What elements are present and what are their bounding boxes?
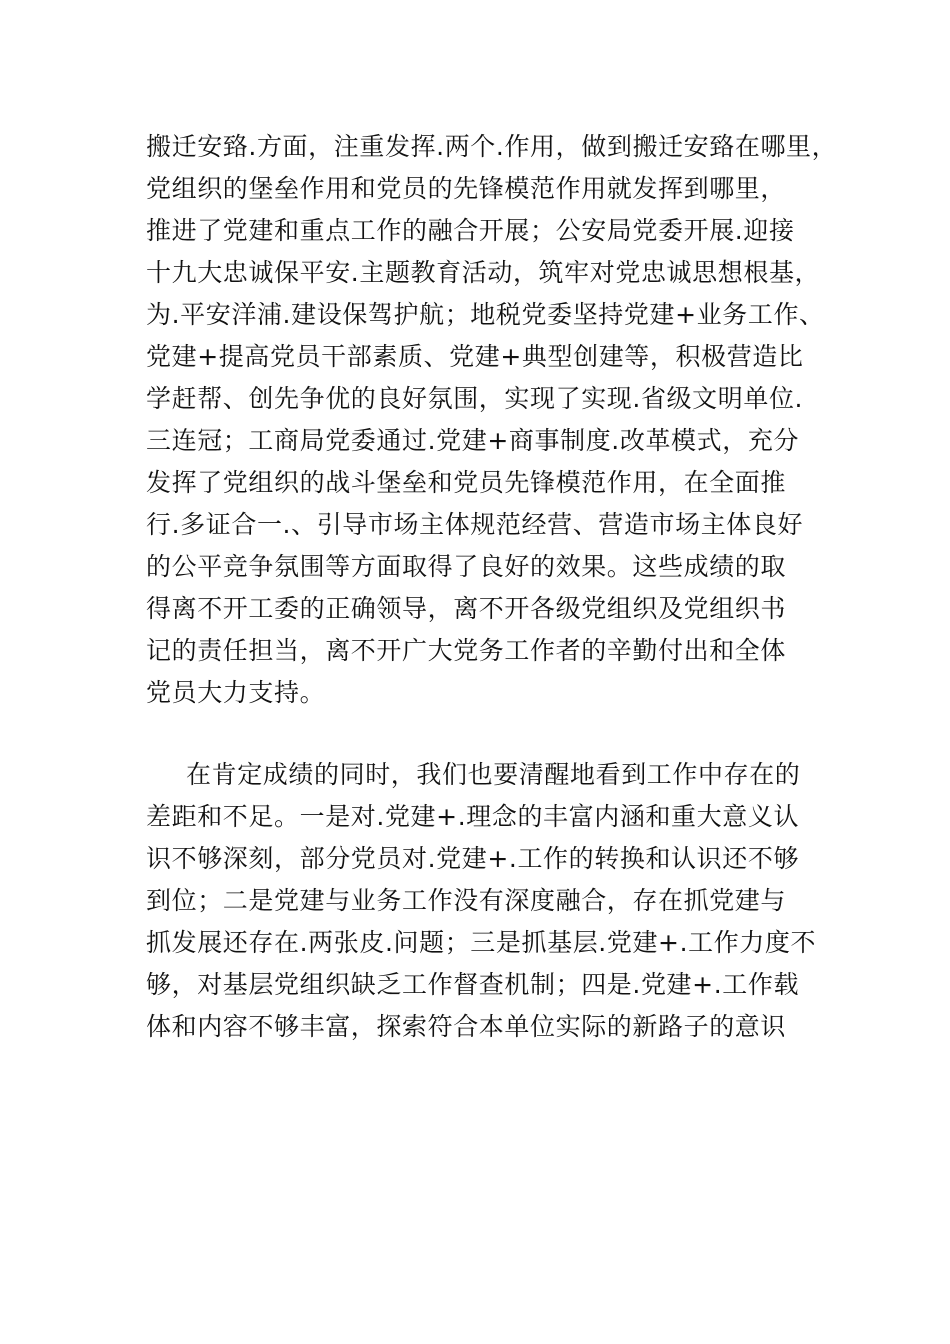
paragraph-1 [146,126,838,714]
paragraph-2 [146,754,816,1048]
text-line: 党建+提高党员干部素质、党建+典型创建等，积极营造比 [146,342,804,371]
text-line: 党员大力支持。 [146,678,326,707]
text-line: 发挥了党组织的战斗堡垒和党员先锋模范作用，在全面推 [146,468,787,497]
text-line: 学赶帮、创先争优的良好氛围，实现了实现.省级文明单位. [146,384,804,413]
text-line: 得离不开工委的正确领导，离不开各级党组织及党组织书 [146,594,787,623]
text-line: 识不够深刻，部分党员对.党建+.工作的转换和认识还不够 [146,844,800,873]
text-line: 差距和不足。一是对.党建+.理念的丰富内涵和重大意义认 [146,802,800,831]
text-line: 为.平安洋浦.建设保驾护航；地税党委坚持党建+业务工作、 [146,300,825,329]
text-line: 推进了党建和重点工作的融合开展；公安局党委开展.迎接 [146,216,795,245]
text-line: 在肯定成绩的同时，我们也要清醒地看到工作中存在的 [186,760,801,789]
text-line: 体和内容不够丰富，探索符合本单位实际的新路子的意识 [146,1012,787,1041]
document-body [146,126,838,1048]
text-line: 记的责任担当，离不开广大党务工作者的辛勤付出和全体 [146,636,787,665]
text-line: 三连冠；工商局党委通过.党建+商事制度.改革模式，充分 [146,426,800,455]
text-line: 抓发展还存在.两张皮.问题；三是抓基层.党建+.工作力度不 [146,928,817,957]
text-line: 搬迁安臵.方面，注重发挥.两个.作用，做到搬迁安臵在哪里， [146,132,838,161]
text-line: 的公平竞争氛围等方面取得了良好的效果。这些成绩的取 [146,552,787,581]
text-line: 行.多证合一.、引导市场主体规范经营、营造市场主体良好 [146,510,804,539]
text-line: 党组织的堡垒作用和党员的先锋模范作用就发挥到哪里， [146,174,787,203]
text-line: 够，对基层党组织缺乏工作督查机制；四是.党建+.工作载 [146,970,800,999]
text-line: 到位；二是党建与业务工作没有深度融合，存在抓党建与 [146,886,787,915]
text-line: 十九大忠诚保平安.主题教育活动，筑牢对党忠诚思想根基， [146,258,821,287]
